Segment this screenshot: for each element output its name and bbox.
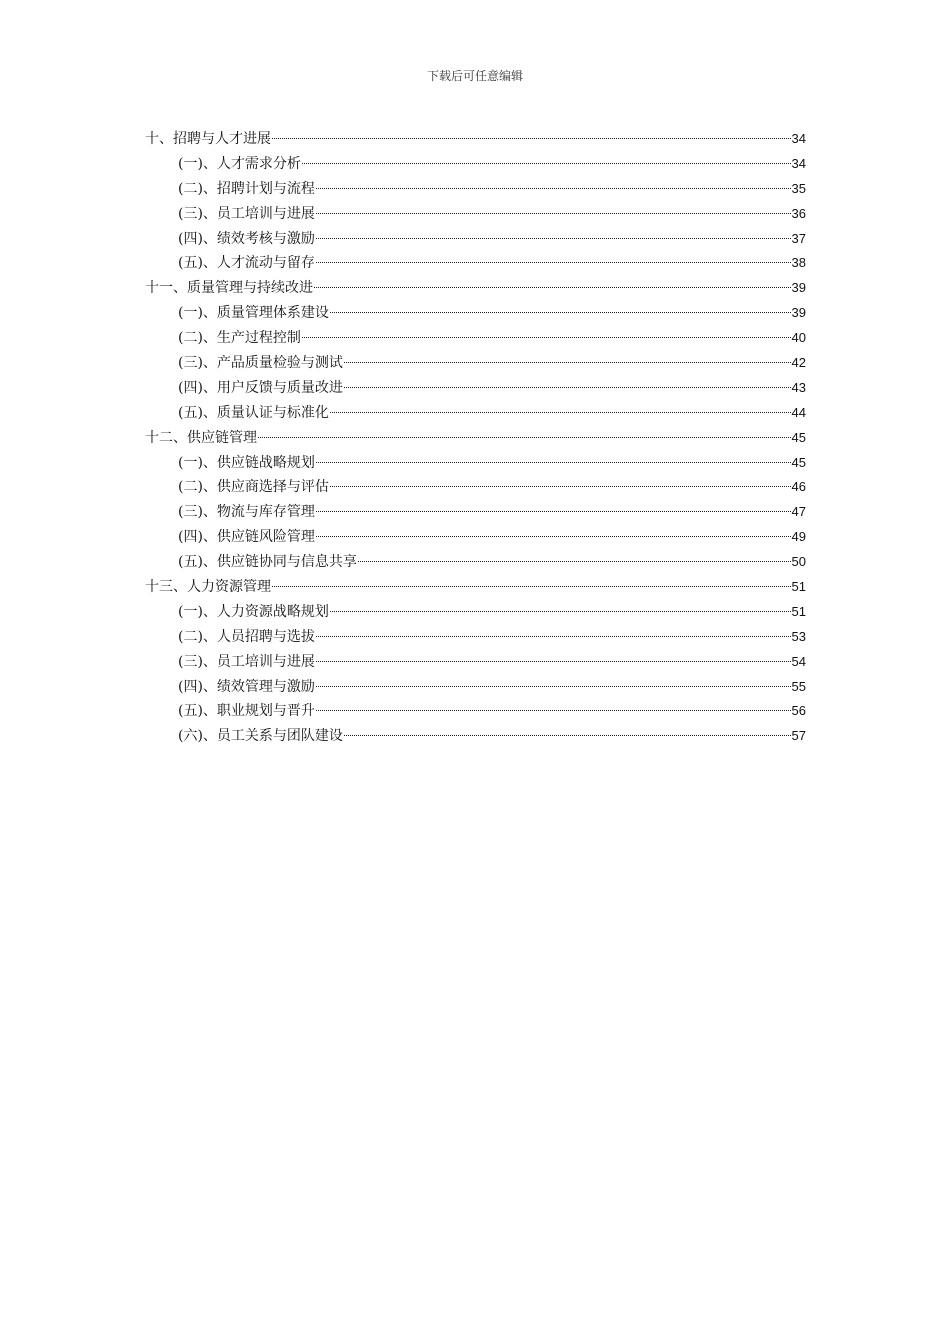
toc-page-number: 50 [791, 554, 806, 570]
toc-dot-leader [344, 387, 791, 388]
toc-entry-label: (五)、供应链协同与信息共享 [178, 554, 357, 571]
toc-dot-leader [330, 486, 791, 487]
toc-subsection-entry[interactable] [145, 351, 806, 376]
toc-dot-leader [316, 661, 791, 662]
toc-entry-label: (一)、人力资源战略规划 [178, 603, 329, 620]
toc-dot-leader [344, 362, 791, 363]
toc-section-entry[interactable] [145, 426, 806, 451]
toc-page-number: 56 [791, 703, 806, 719]
toc-page-number: 42 [791, 355, 806, 371]
toc-page-number: 37 [791, 230, 806, 246]
toc-dot-leader [316, 462, 791, 463]
toc-subsection-entry[interactable] [145, 550, 806, 575]
toc-dot-leader [316, 238, 791, 239]
toc-subsection-entry[interactable] [145, 500, 806, 525]
toc-page-number: 45 [791, 454, 806, 470]
toc-dot-leader [302, 163, 791, 164]
toc-entry-label: (一)、供应链战略规划 [178, 454, 315, 471]
toc-dot-leader [316, 262, 791, 263]
toc-page-number: 36 [791, 205, 806, 221]
toc-page-number: 35 [791, 180, 806, 196]
toc-page-number: 51 [791, 579, 806, 595]
toc-dot-leader [316, 636, 791, 637]
toc-dot-leader [314, 287, 791, 288]
toc-dot-leader [358, 561, 791, 562]
toc-subsection-entry[interactable] [145, 600, 806, 625]
toc-subsection-entry[interactable] [145, 326, 806, 351]
toc-entry-label: (二)、供应商选择与评估 [178, 479, 329, 496]
toc-section-entry[interactable] [145, 575, 806, 600]
toc-page-number: 51 [791, 603, 806, 619]
toc-dot-leader [330, 611, 791, 612]
toc-dot-leader [316, 213, 791, 214]
toc-subsection-entry[interactable] [145, 152, 806, 177]
toc-page-number: 39 [791, 305, 806, 321]
toc-subsection-entry[interactable] [145, 251, 806, 276]
toc-entry-label: (五)、人才流动与留存 [178, 255, 315, 272]
toc-entry-label: (四)、供应链风险管理 [178, 529, 315, 546]
toc-page-number: 46 [791, 479, 806, 495]
toc-dot-leader [272, 586, 791, 587]
toc-page-number: 47 [791, 504, 806, 520]
toc-page-number: 39 [791, 280, 806, 296]
toc-subsection-entry[interactable] [145, 202, 806, 227]
toc-section-entry[interactable] [145, 276, 806, 301]
toc-dot-leader [302, 337, 791, 338]
toc-subsection-entry[interactable] [145, 401, 806, 426]
toc-entry-label: 十二、供应链管理 [145, 429, 257, 446]
toc-entry-label: (三)、产品质量检验与测试 [178, 355, 343, 372]
toc-entry-label: (一)、质量管理体系建设 [178, 305, 329, 322]
toc-dot-leader [316, 686, 791, 687]
toc-entry-label: (三)、员工培训与进展 [178, 205, 315, 222]
toc-entry-label: (五)、质量认证与标准化 [178, 404, 329, 421]
toc-page-number: 53 [791, 628, 806, 644]
toc-subsection-entry[interactable] [145, 699, 806, 724]
toc-entry-label: 十、招聘与人才进展 [145, 131, 271, 147]
toc-dot-leader [316, 188, 791, 189]
toc-entry-label: (二)、生产过程控制 [178, 330, 301, 347]
toc-subsection-entry[interactable] [145, 724, 806, 749]
toc-page-number: 45 [791, 429, 806, 445]
toc-subsection-entry[interactable] [145, 625, 806, 650]
toc-subsection-entry[interactable] [145, 376, 806, 401]
toc-page-number: 49 [791, 529, 806, 545]
toc-dot-leader [316, 511, 791, 512]
toc-subsection-entry[interactable] [145, 650, 806, 675]
toc-subsection-entry[interactable] [145, 177, 806, 202]
toc-entry-label: (二)、招聘计划与流程 [178, 180, 315, 197]
toc-dot-leader [330, 312, 791, 313]
toc-entry-label: (四)、绩效管理与激励 [178, 678, 315, 695]
toc-subsection-entry[interactable] [145, 475, 806, 500]
toc-subsection-entry[interactable] [145, 451, 806, 476]
toc-page-number: 54 [791, 653, 806, 669]
toc-entry-label: (三)、物流与库存管理 [178, 504, 315, 521]
toc-subsection-entry[interactable] [145, 525, 806, 550]
toc-page-number: 44 [791, 404, 806, 420]
toc-subsection-entry[interactable] [145, 301, 806, 326]
toc-page-number: 43 [791, 379, 806, 395]
toc-subsection-entry[interactable] [145, 675, 806, 700]
toc-entry-label: (四)、用户反馈与质量改进 [178, 379, 343, 396]
toc-dot-leader [344, 735, 791, 736]
toc-entry-label: (五)、职业规划与晋升 [178, 703, 315, 720]
toc-page-number: 34 [791, 155, 806, 171]
toc-page-number: 40 [791, 330, 806, 346]
toc-entry-label: (三)、员工培训与进展 [178, 653, 315, 670]
toc-page-number: 57 [791, 728, 806, 744]
toc-entry-label: 十一、质量管理与持续改进 [145, 280, 313, 297]
toc-entry-label: (一)、人才需求分析 [178, 155, 301, 172]
toc-entry-label: 十三、人力资源管理 [145, 579, 271, 596]
toc-subsection-entry[interactable] [145, 227, 806, 252]
toc-dot-leader [330, 412, 791, 413]
table-of-contents [145, 127, 806, 749]
toc-section-entry[interactable] [145, 127, 806, 152]
toc-dot-leader [258, 437, 791, 438]
toc-entry-label: (二)、人员招聘与选拔 [178, 628, 315, 645]
page-header: 下载后可任意编辑 [426, 69, 523, 83]
toc-page-number: 55 [791, 678, 806, 694]
toc-entry-label: (六)、员工关系与团队建设 [178, 728, 343, 745]
toc-page-number: 38 [791, 255, 806, 271]
toc-dot-leader [316, 536, 791, 537]
toc-page-number: 34 [791, 131, 806, 146]
toc-entry-label: (四)、绩效考核与激励 [178, 230, 315, 247]
toc-dot-leader [272, 138, 791, 139]
toc-dot-leader [316, 710, 791, 711]
